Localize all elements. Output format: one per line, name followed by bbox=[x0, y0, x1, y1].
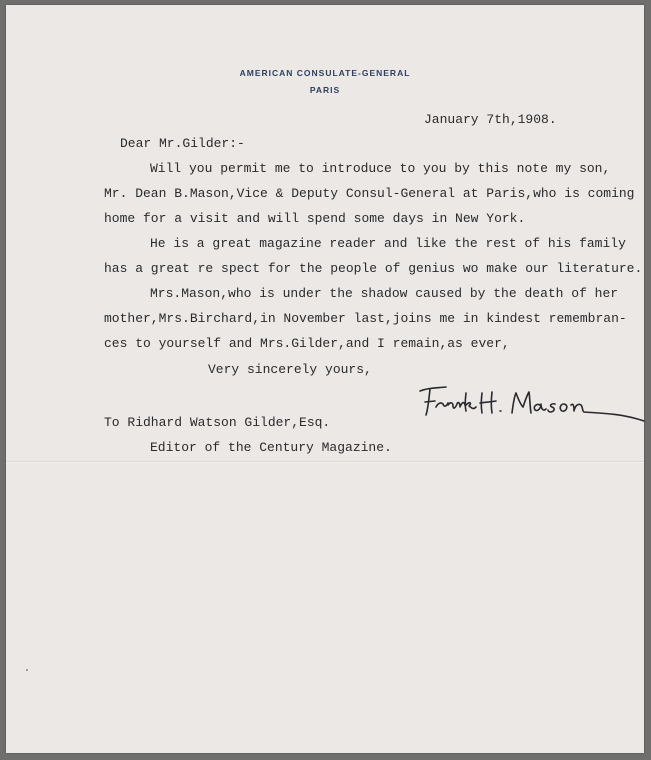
handwritten-signature bbox=[416, 383, 648, 431]
body-line: ces to yourself and Mrs.Gilder,and I remain,as ever, bbox=[104, 336, 510, 351]
salutation: Dear Mr.Gilder:- bbox=[120, 136, 245, 151]
closing: Very sincerely yours, bbox=[208, 362, 372, 377]
body-line: Mr. Dean B.Mason,Vice & Deputy Consul-General at Paris,who is coming bbox=[104, 186, 635, 201]
body-line: mother,Mrs.Birchard,in November last,joins me in kindest remembran- bbox=[104, 311, 627, 326]
letter-date: January 7th,1908. bbox=[424, 112, 557, 127]
body-line: Mrs.Mason,who is under the shadow caused by the death of her bbox=[150, 286, 619, 301]
addressee-title: Editor of the Century Magazine. bbox=[150, 440, 392, 455]
body-line: home for a visit and will spend some days in New York. bbox=[104, 211, 526, 226]
paper-speck bbox=[26, 669, 28, 671]
letterhead-city: PARIS bbox=[309, 85, 341, 95]
addressee-name: To Ridhard Watson Gilder,Esq. bbox=[104, 415, 331, 430]
letter-sheet bbox=[6, 5, 644, 753]
body-line: Will you permit me to introduce to you by this note my son, bbox=[150, 161, 611, 176]
letterhead-consulate: AMERICAN CONSULATE-GENERAL bbox=[239, 68, 411, 78]
fold-crease bbox=[6, 461, 644, 462]
body-line: He is a great magazine reader and like the rest of his family bbox=[150, 236, 626, 251]
body-line: has a great re spect for the people of genius wo make our literature. bbox=[104, 261, 643, 276]
